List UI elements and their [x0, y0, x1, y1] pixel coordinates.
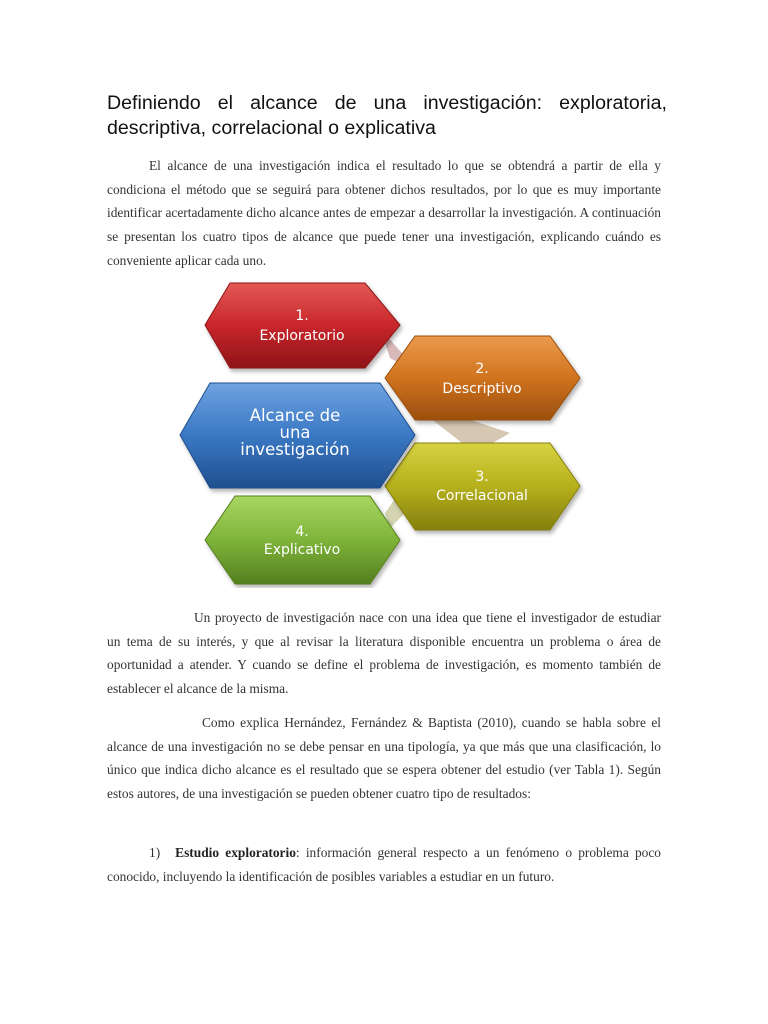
list-item-exploratorio	[107, 841, 661, 888]
hex-2-label: Descriptivo	[442, 381, 522, 397]
hexagon-descriptivo	[385, 336, 580, 420]
hex-4-label: Explicativo	[263, 542, 341, 558]
hexagon-alcance-center	[180, 383, 415, 488]
alcance-diagram	[175, 278, 590, 588]
page-title: Definiendo el alcance de una investigación: exploratoria, descriptiva, correlacional o explicativa	[107, 92, 667, 139]
hexagon-exploratorio	[205, 283, 400, 368]
center-line-2: una	[279, 423, 311, 442]
hex-3-number: 3.	[475, 469, 489, 485]
hexagon-correlacional	[385, 443, 580, 530]
hexagon-explicativo	[205, 496, 400, 584]
center-line-1: Alcance de	[249, 406, 341, 425]
hex-3-label: Correlacional	[436, 488, 528, 504]
list-item-number: 1)	[149, 845, 161, 860]
intro-paragraph: El alcance de una investigación indica el resultado lo que se obtendrá a partir de ella y condiciona el método que se seguirá para obtener dichos resultados, por lo que es muy importante identificar acertadamente dicho alcance antes de empezar a desarrollar la investigación. A continuación se presentan los cuatro tipos de alcance que puede tener una investigación, explicando cuándo es conveniente aplicar cada uno.	[107, 158, 661, 268]
hex-4-number: 4.	[295, 524, 309, 540]
list-item-term: Estudio exploratorio	[175, 845, 296, 860]
hex-1-label: Exploratorio	[259, 328, 345, 344]
paragraph-3: Como explica Hernández, Fernández & Baptista (2010), cuando se habla sobre el alcance de una investigación no se debe pensar en una tipología, ya que más que una clasificación, lo único que indica dicho alcance es el resultado que se espera obtener del estudio (ver Tabla 1). Según estos autores, de una investigación se pueden obtener cuatro tipo de resultados:	[107, 715, 661, 802]
hex-1-number: 1.	[295, 308, 309, 324]
list-item-text: : información general respecto a un fenómeno o problema poco conocido, incluyendo la identificación de posibles variables a estudiar en un futuro.	[107, 845, 661, 884]
hex-2-number: 2.	[475, 361, 489, 377]
center-line-3: investigación	[240, 440, 350, 459]
paragraph-2: Un proyecto de investigación nace con una idea que tiene el investigador de estudiar un tema de su interés, y que al revisar la literatura disponible encuentra un problema o área de oportunidad a atender. Y cuando se define el problema de investigación, es momento también de establecer el alcance de la misma.	[107, 610, 661, 697]
